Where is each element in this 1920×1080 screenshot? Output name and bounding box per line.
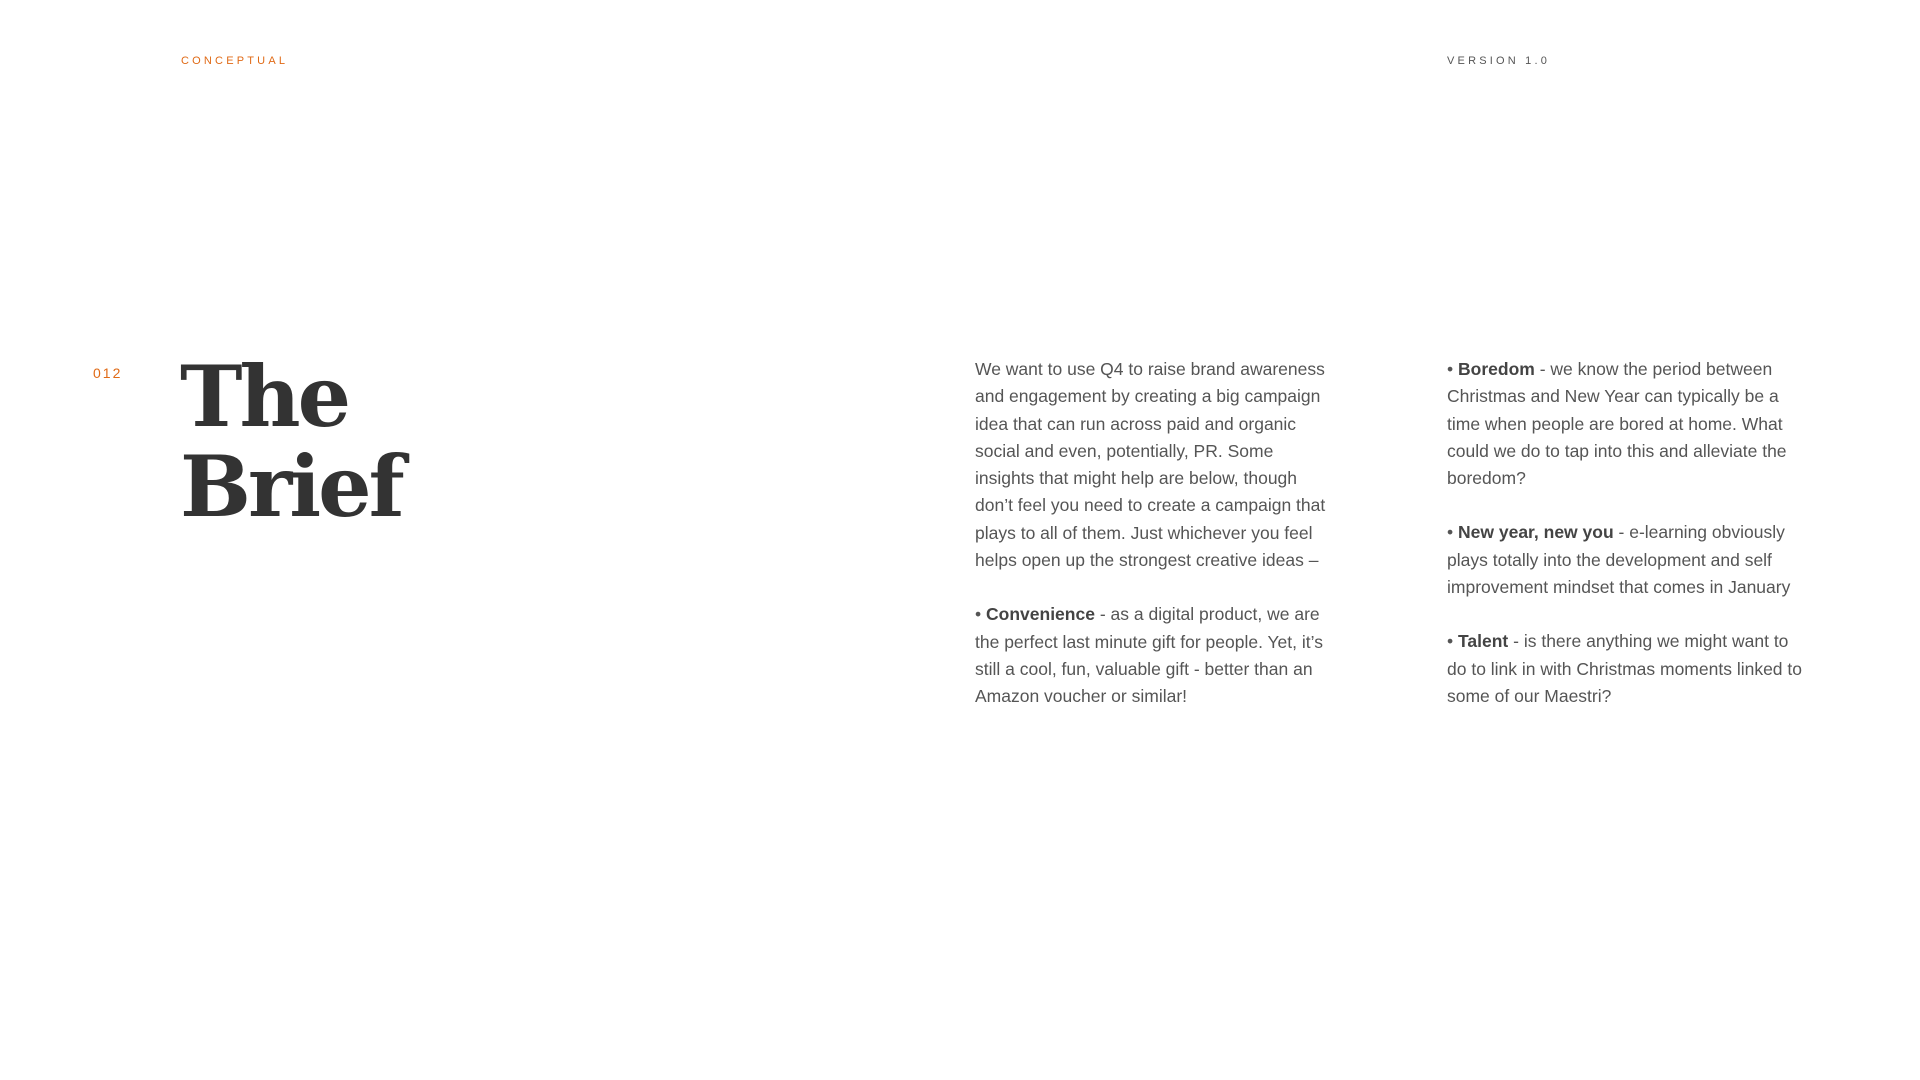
page-title-line-1: The <box>180 347 349 446</box>
insight-text: - is there anything we might want to do to link in with Christmas moments linked to some of our Maestri? <box>1447 631 1802 706</box>
section-label: CONCEPTUAL <box>181 55 289 67</box>
insight-term: Convenience <box>986 604 1095 625</box>
brief-column-1 <box>975 356 1335 738</box>
bullet: • <box>1447 522 1454 543</box>
insight-new-year <box>1447 519 1807 601</box>
insight-term: Talent <box>1458 631 1509 652</box>
brief-column-2 <box>1447 356 1807 737</box>
page-title <box>180 347 402 536</box>
insight-text: - e-learning obviously plays totally into the development and self improvement mindset that comes in January <box>1447 522 1791 598</box>
version-label: VERSION 1.0 <box>1447 55 1551 67</box>
page-title-line-2: Brief <box>180 437 402 536</box>
bullet: • <box>975 604 982 625</box>
insight-term: Boredom <box>1458 359 1535 379</box>
insight-text: - we know the period between Christmas and New Year can typically be a time when people are bored at home. What could we do to tap into this and alleviate the boredom? <box>1447 359 1787 489</box>
insight-text: - as a digital product, we are the perfect last minute gift for people. Yet, it’s still a cool, fun, valuable gift - better than an Amazon voucher or similar! <box>975 604 1323 707</box>
insight-boredom <box>1447 356 1807 492</box>
slide-number: 012 <box>93 365 123 381</box>
brief-intro-paragraph: We want to use Q4 to raise brand awareness and engagement by creating a big campaign idea that can run across paid and organic social and even, potentially, PR. Some insights that might help are below, though don’t feel you need to create a campaign that plays to all of them. Just whichever you feel helps open up the strongest creative ideas – <box>975 359 1326 571</box>
bullet: • <box>1447 359 1454 379</box>
insight-term: New year, new you <box>1458 522 1614 543</box>
insight-convenience <box>975 601 1335 710</box>
bullet: • <box>1447 631 1454 652</box>
insight-talent <box>1447 628 1807 710</box>
